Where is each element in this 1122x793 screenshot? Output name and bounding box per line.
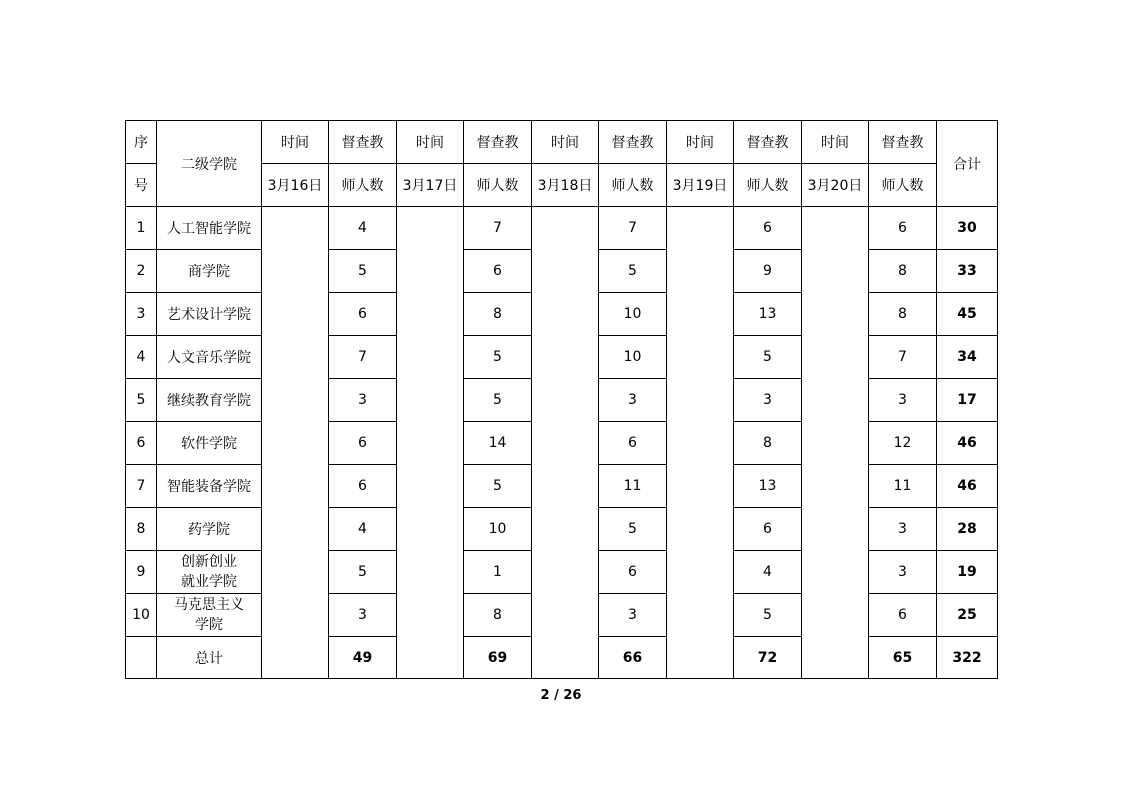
page-number: 2 / 26 — [540, 688, 582, 703]
header-count-bottom: 师人数 — [329, 164, 397, 207]
teacher-count: 5 — [599, 508, 667, 551]
teacher-count: 8 — [734, 422, 802, 465]
teacher-count: 8 — [869, 293, 937, 336]
date-blank-cell — [397, 207, 464, 679]
teacher-count: 6 — [869, 207, 937, 250]
college-name: 人文音乐学院 — [157, 336, 262, 379]
teacher-count: 3 — [869, 551, 937, 594]
header-time-label: 时间 — [397, 121, 464, 164]
teacher-count: 5 — [734, 336, 802, 379]
summary-count: 66 — [599, 637, 667, 679]
row-number: 5 — [126, 379, 157, 422]
row-number: 3 — [126, 293, 157, 336]
teacher-count: 11 — [599, 465, 667, 508]
teacher-count: 6 — [464, 250, 532, 293]
teacher-count: 6 — [599, 422, 667, 465]
summary-count: 49 — [329, 637, 397, 679]
college-name-line: 学院 — [195, 617, 223, 633]
teacher-count: 5 — [599, 250, 667, 293]
header-date: 3月17日 — [397, 164, 464, 207]
header-count-bottom: 师人数 — [599, 164, 667, 207]
college-name-line: 马克思主义 — [174, 597, 244, 613]
summary-count: 69 — [464, 637, 532, 679]
teacher-count: 12 — [869, 422, 937, 465]
teacher-count: 14 — [464, 422, 532, 465]
teacher-count: 8 — [464, 293, 532, 336]
date-blank-cell — [667, 207, 734, 679]
teacher-count: 6 — [734, 508, 802, 551]
teacher-count: 4 — [329, 508, 397, 551]
row-total: 34 — [937, 336, 998, 379]
teacher-count: 8 — [464, 594, 532, 637]
header-total: 合计 — [937, 121, 998, 207]
row-number: 7 — [126, 465, 157, 508]
row-total: 28 — [937, 508, 998, 551]
teacher-count: 7 — [464, 207, 532, 250]
college-name: 艺术设计学院 — [157, 293, 262, 336]
teacher-count: 5 — [464, 336, 532, 379]
teacher-count: 5 — [734, 594, 802, 637]
teacher-count: 5 — [329, 250, 397, 293]
header-count-top: 督查教 — [869, 121, 937, 164]
college-name: 智能装备学院 — [157, 465, 262, 508]
row-number: 6 — [126, 422, 157, 465]
teacher-count: 6 — [869, 594, 937, 637]
college-name — [157, 594, 262, 637]
teacher-count: 6 — [329, 293, 397, 336]
teacher-count: 5 — [464, 465, 532, 508]
teacher-count: 3 — [599, 594, 667, 637]
teacher-count: 3 — [869, 508, 937, 551]
header-count-top: 督查教 — [599, 121, 667, 164]
header-count-bottom: 师人数 — [869, 164, 937, 207]
college-name — [157, 551, 262, 594]
teacher-count: 1 — [464, 551, 532, 594]
teacher-count: 3 — [734, 379, 802, 422]
college-name-line: 创新创业 — [181, 554, 237, 570]
header-date: 3月16日 — [262, 164, 329, 207]
teacher-count: 3 — [329, 379, 397, 422]
row-total: 19 — [937, 551, 998, 594]
summary-number-blank — [126, 637, 157, 679]
teacher-count: 7 — [599, 207, 667, 250]
teacher-count: 7 — [869, 336, 937, 379]
teacher-count: 6 — [329, 422, 397, 465]
row-number: 4 — [126, 336, 157, 379]
teacher-count: 8 — [869, 250, 937, 293]
header-count-top: 督查教 — [464, 121, 532, 164]
teacher-count: 11 — [869, 465, 937, 508]
teacher-count: 3 — [599, 379, 667, 422]
date-blank-cell — [802, 207, 869, 679]
teacher-count: 7 — [329, 336, 397, 379]
summary-count: 65 — [869, 637, 937, 679]
table-row — [126, 207, 998, 250]
row-number: 10 — [126, 594, 157, 637]
college-name: 软件学院 — [157, 422, 262, 465]
row-total: 45 — [937, 293, 998, 336]
header-date: 3月18日 — [532, 164, 599, 207]
teacher-count: 6 — [329, 465, 397, 508]
header-count-top: 督查教 — [734, 121, 802, 164]
teacher-count: 4 — [329, 207, 397, 250]
grand-total: 322 — [937, 637, 998, 679]
header-count-top: 督查教 — [329, 121, 397, 164]
row-total: 33 — [937, 250, 998, 293]
row-total: 25 — [937, 594, 998, 637]
row-number: 2 — [126, 250, 157, 293]
header-count-bottom: 师人数 — [734, 164, 802, 207]
teacher-count: 10 — [599, 293, 667, 336]
teacher-count: 13 — [734, 293, 802, 336]
college-name: 继续教育学院 — [157, 379, 262, 422]
summary-label: 总计 — [157, 637, 262, 679]
college-name: 药学院 — [157, 508, 262, 551]
header-seq-bottom: 号 — [126, 164, 157, 207]
teacher-count: 5 — [329, 551, 397, 594]
row-number: 1 — [126, 207, 157, 250]
row-total: 46 — [937, 422, 998, 465]
college-name: 商学院 — [157, 250, 262, 293]
date-blank-cell — [262, 207, 329, 679]
teacher-count: 6 — [599, 551, 667, 594]
header-date: 3月20日 — [802, 164, 869, 207]
header-row-top — [126, 121, 998, 164]
header-time-label: 时间 — [262, 121, 329, 164]
header-time-label: 时间 — [532, 121, 599, 164]
header-count-bottom: 师人数 — [464, 164, 532, 207]
inspection-table — [125, 120, 998, 679]
teacher-count: 5 — [464, 379, 532, 422]
row-number: 9 — [126, 551, 157, 594]
row-total: 46 — [937, 465, 998, 508]
teacher-count: 10 — [599, 336, 667, 379]
teacher-count: 9 — [734, 250, 802, 293]
row-total: 30 — [937, 207, 998, 250]
college-name: 人工智能学院 — [157, 207, 262, 250]
date-blank-cell — [532, 207, 599, 679]
summary-count: 72 — [734, 637, 802, 679]
teacher-count: 10 — [464, 508, 532, 551]
teacher-count: 3 — [869, 379, 937, 422]
header-time-label: 时间 — [667, 121, 734, 164]
row-total: 17 — [937, 379, 998, 422]
header-time-label: 时间 — [802, 121, 869, 164]
header-seq-top: 序 — [126, 121, 157, 164]
teacher-count: 3 — [329, 594, 397, 637]
row-number: 8 — [126, 508, 157, 551]
college-name-line: 就业学院 — [181, 574, 237, 590]
teacher-count: 13 — [734, 465, 802, 508]
teacher-count: 4 — [734, 551, 802, 594]
header-date: 3月19日 — [667, 164, 734, 207]
header-college: 二级学院 — [157, 121, 262, 207]
teacher-count: 6 — [734, 207, 802, 250]
